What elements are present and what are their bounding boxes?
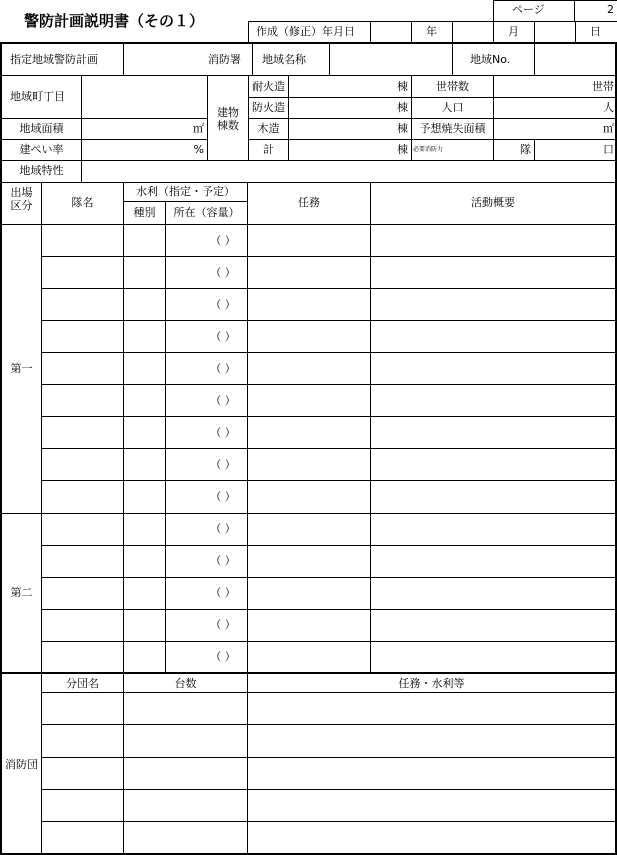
activity-label: 活動概要: [471, 196, 515, 209]
fire-resistant-label: 防火造: [252, 101, 285, 114]
type-label: 種別: [133, 206, 156, 219]
page-label: ページ: [512, 3, 545, 16]
capacity-paren: （ ）: [210, 362, 236, 375]
buildings-label-1: 建物: [217, 106, 239, 119]
required-label: 必要消防力: [413, 146, 444, 153]
day-unit: 日: [590, 25, 601, 38]
households-label: 世帯数: [436, 80, 469, 93]
character-label: 地域特性: [19, 164, 64, 177]
mouth-unit: 口: [603, 143, 614, 156]
building-unit: 棟: [397, 80, 408, 93]
capacity-paren: （ ）: [210, 458, 236, 471]
dispatch-label-2: 区分: [10, 199, 33, 212]
count-label: 台数: [174, 677, 197, 690]
task-label: 任務: [298, 196, 320, 209]
location-label: 所在（容量）: [173, 206, 240, 219]
squad-unit: 隊: [520, 143, 531, 156]
population-unit: 人: [603, 101, 614, 114]
households-unit: 世帯: [592, 80, 614, 93]
total-label: 計: [263, 143, 274, 156]
area-label: 地域面積: [19, 122, 64, 135]
capacity-paren: （ ）: [210, 266, 236, 279]
brigade-task-label: 任務・水利等: [398, 677, 465, 690]
fire-station-label: 消防署: [208, 53, 241, 66]
capacity-paren: （ ）: [210, 554, 236, 567]
capacity-paren: （ ）: [210, 234, 236, 247]
capacity-paren: （ ）: [210, 490, 236, 503]
coverage-unit: %: [193, 143, 204, 156]
capacity-paren: （ ）: [210, 650, 236, 663]
capacity-paren: （ ）: [210, 586, 236, 599]
capacity-paren: （ ）: [210, 426, 236, 439]
second-dispatch-label: 第二: [10, 586, 33, 599]
capacity-paren: （ ）: [210, 618, 236, 631]
wooden-label: 木造: [257, 122, 280, 135]
population-label: 人口: [441, 101, 464, 114]
burn-area-label: 予想焼失面積: [419, 122, 486, 135]
capacity-paren: （ ）: [210, 522, 236, 535]
capacity-paren: （ ）: [210, 298, 236, 311]
plan-label: 指定地域警防計画: [10, 53, 98, 66]
buildings-label-2: 棟数: [217, 119, 239, 132]
form-title: 警防計画説明書（その１）: [24, 12, 205, 30]
capacity-paren: （ ）: [210, 394, 236, 407]
dispatch-label-1: 出場: [10, 186, 33, 199]
brigade-label: 消防団: [5, 758, 38, 771]
first-dispatch-label: 第一: [10, 362, 33, 375]
area-name-label: 地域名称: [262, 53, 306, 66]
area-unit: ㎡: [193, 122, 204, 135]
fireproof-label: 耐火造: [252, 80, 285, 93]
building-unit: 棟: [397, 122, 408, 135]
date-label: 作成（修正）年月日: [256, 25, 355, 38]
water-label: 水利（指定・予定）: [136, 185, 235, 198]
capacity-paren: （ ）: [210, 330, 236, 343]
month-unit: 月: [508, 25, 519, 38]
branch-label: 分団名: [66, 677, 99, 690]
year-unit: 年: [426, 25, 437, 38]
building-unit: 棟: [397, 101, 408, 114]
burn-area-unit: ㎡: [603, 122, 614, 135]
area-no-label: 地域No.: [470, 53, 511, 66]
page-number: 2: [607, 3, 614, 16]
coverage-label: 建ぺい率: [19, 143, 64, 156]
town-label: 地域町丁目: [10, 90, 65, 103]
unit-name-label: 隊名: [71, 196, 94, 209]
building-unit: 棟: [397, 143, 408, 156]
